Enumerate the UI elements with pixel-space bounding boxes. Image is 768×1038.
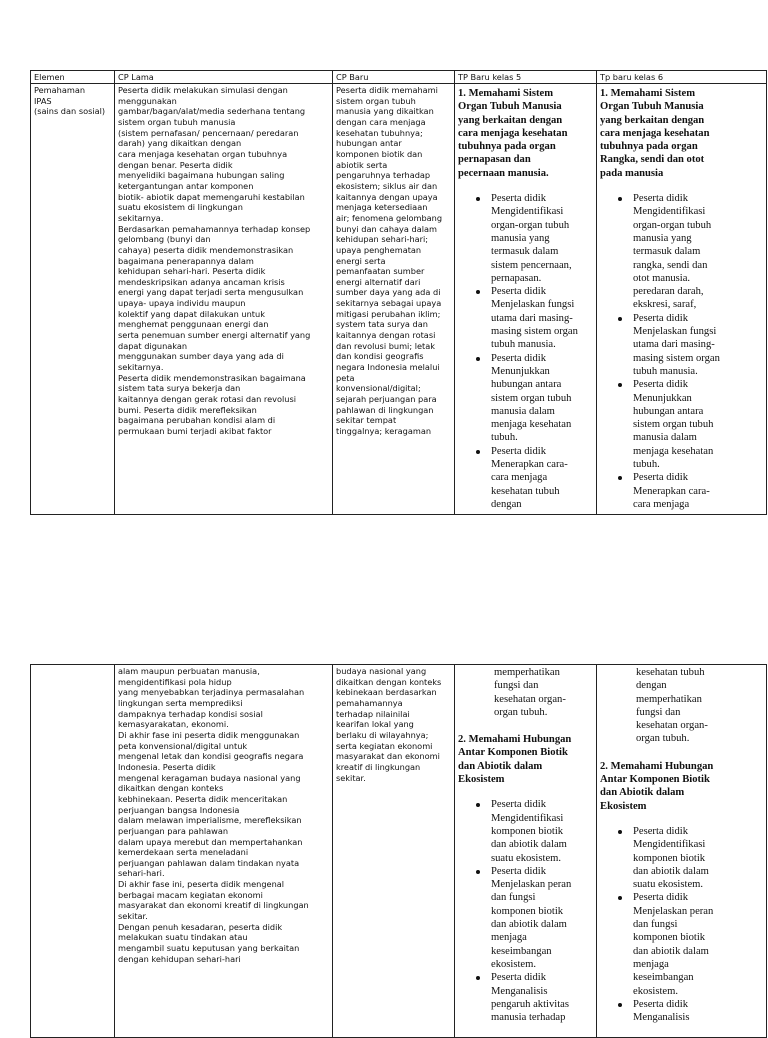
text-line: mendeskripsikan adanya ancaman krisis [118, 276, 285, 287]
text-line: kreatif di lingkungan [336, 761, 421, 772]
objective-line: Peserta didik [491, 972, 547, 984]
objective-item [633, 471, 763, 511]
text-line: biotik- abiotik dapat memengaruhi kestabilan [118, 191, 305, 202]
text-line: dan revolusi bumi; letak [336, 340, 435, 351]
bullet-icon [476, 870, 480, 874]
text-line: sistem organ tubuh [336, 95, 416, 106]
objective-line: dan fungsi [491, 892, 536, 904]
objective-line: masing sistem organ [491, 326, 578, 338]
text-line: kebinekaan berdasarkan [336, 687, 437, 698]
text-line: berlaku di wilayahnya; [336, 729, 429, 740]
text-line: Ekosistem [458, 774, 505, 786]
objective-line: Mengidentifikasi [491, 812, 564, 824]
objective-line: pernapasan. [491, 272, 542, 284]
text-line: peta [336, 372, 355, 383]
objective-line: Menjelaskan peran [491, 879, 572, 891]
objective-line: Peserta didik [633, 312, 689, 324]
objective-line: Peserta didik [491, 865, 547, 877]
text-line: fungsi dan [494, 680, 539, 692]
objective-line: dan abiotik dalam [491, 919, 567, 931]
bullet-icon [618, 830, 622, 834]
text-line: dalam upaya merebut dan mempertahankan [118, 836, 303, 847]
text-line: sekitar tempat [336, 415, 397, 426]
bullet-icon [476, 450, 480, 454]
text-line: sekitarnya. [118, 362, 164, 373]
objective-line: manusia dalam [633, 432, 697, 444]
text-line: kesehatan organ- [636, 720, 708, 732]
text-line: darah) yang dikaitkan dengan [118, 138, 242, 149]
objective-item [491, 971, 593, 1024]
text-line: mengidentifikasi pola hidup [118, 676, 232, 687]
objective-line: termasuk dalam [491, 246, 559, 258]
text-line: memperhatikan [636, 693, 702, 705]
objective-line: menjaga kesehatan [633, 445, 714, 457]
text-line: perjuangan bangsa Indonesia [118, 804, 240, 815]
objective-line: sistem organ tubuh [491, 392, 572, 404]
objective-line: manusia terhadap [491, 1012, 566, 1024]
objective-line: utama dari masing- [491, 312, 573, 324]
objective-line: Peserta didik [633, 193, 689, 205]
cp-baru-text [336, 666, 451, 783]
text-line: perjuangan para pahlawan [118, 825, 229, 836]
text-line: kaitannya dengan gerak rotasi dan revolusi [118, 394, 297, 405]
objective-line: rangka, sendi dan [633, 259, 708, 271]
text-line: mengenal letak dan kondisi geografis negara [118, 751, 304, 762]
objective-item [491, 285, 593, 351]
bullet-icon [618, 476, 622, 480]
text-line: kearifan lokal yang [336, 719, 414, 730]
text-line: upaya penghematan [336, 244, 422, 255]
objective-item [633, 825, 763, 891]
text-line: menggunakan [118, 95, 177, 106]
text-line: Antar Komponen Biotik [458, 747, 568, 759]
objective-line: Menunjukkan [491, 365, 550, 377]
objective-line: Mengidentifikasi [633, 839, 706, 851]
text-line: suatu ekosistem di lingkungan [118, 202, 243, 213]
text-line: (sains dan sosial) [34, 106, 106, 117]
text-line: yang berkaitan dengan [458, 114, 563, 126]
text-line: berbagai macam kegiatan ekonomi [118, 889, 263, 900]
objective-item [491, 352, 593, 445]
objective-line: manusia yang [633, 232, 692, 244]
bullet-icon [476, 197, 480, 201]
objective-line: Menjelaskan fungsi [491, 299, 575, 311]
text-line: bagaimana penerapannya dalam [118, 255, 254, 266]
text-line: kesehatan tubuhnya; [336, 127, 423, 138]
text-line: terhadap nilainilai [336, 708, 410, 719]
text-line: sehari-hari. [118, 868, 165, 879]
objective-line: Peserta didik [491, 352, 547, 364]
objective-line: dan abiotik dalam [633, 945, 709, 957]
objective-line: termasuk dalam [633, 246, 701, 258]
text-line: memperhatikan [494, 667, 560, 678]
text-line: Peserta didik mendemonstrasikan bagaimana [118, 372, 306, 383]
text-line: energi yang dapat terjadi serta mengusulkan [118, 287, 304, 298]
text-line: kehidupan sehari-hari. Peserta didik [118, 266, 266, 277]
text-line: Pemahaman [34, 85, 86, 95]
tp-kelas-6-cell [597, 84, 767, 515]
text-line: sistem organ tubuh manusia [118, 116, 236, 127]
header-cp-lama: CP Lama [115, 71, 333, 84]
text-line: upaya- upaya individu maupun [118, 298, 246, 309]
objective-line: dan abiotik dalam [633, 865, 709, 877]
text-line: Rangka, sendi dan otot [600, 154, 705, 166]
text-line: pecernaan manusia. [458, 167, 549, 179]
text-line: yang berkaitan dengan [600, 114, 705, 126]
tp-kelas-5-cell [455, 665, 597, 1038]
objective-line: cara menjaga [633, 498, 690, 510]
text-line: gambar/bagan/alat/media sederhana tentang [118, 106, 306, 117]
objective-line: Menerapkan cara- [633, 485, 710, 497]
objective-line: komponen biotik [491, 905, 564, 917]
text-line: Organ Tubuh Manusia [458, 101, 562, 113]
text-line: menghemat penggunaan energi dan [118, 319, 269, 330]
objective-line: ekskresi, saraf, [633, 299, 697, 311]
table-row [31, 665, 767, 1038]
text-line: kolektif yang dapat dilakukan untuk [118, 308, 265, 319]
elemen-text [34, 85, 111, 117]
text-line: gelombang (bunyi dan [118, 234, 211, 245]
cp-baru-text [336, 85, 451, 437]
text-line: 2. Memahami Hubungan [458, 734, 572, 746]
text-line: kesehatan organ- [494, 693, 566, 705]
objective-line: Menjelaskan peran [633, 905, 714, 917]
text-line: dengan cara menjaga [336, 116, 426, 127]
objective-line: masing sistem organ [633, 352, 720, 364]
text-line: cara menjaga kesehatan [458, 127, 568, 139]
objective-line: menjaga [491, 932, 527, 944]
objective-line: tubuh manusia. [491, 339, 556, 351]
text-line: sekitar. [336, 772, 366, 783]
objective-line: komponen biotik [633, 852, 706, 864]
text-line: bumi. Peserta didik merefleksikan [118, 404, 257, 415]
objective-line: organ-organ tubuh [491, 219, 570, 231]
header-cp-baru: CP Baru [333, 71, 455, 84]
text-line: melakukan suatu tindakan atau [118, 932, 248, 943]
text-line: dampaknya terhadap kondisi sosial [118, 708, 263, 719]
text-line: masyarakat dan ekonomi [336, 751, 440, 762]
objective-line: Peserta didik [491, 286, 547, 298]
text-line: negara Indonesia melalui [336, 362, 440, 373]
objective-line: Peserta didik [633, 998, 689, 1010]
text-line: yang menyebabkan terjadinya permasalahan [118, 687, 305, 698]
bullet-icon [476, 976, 480, 980]
text-line: bunyi dan cahaya dalam [336, 223, 437, 234]
text-line: alam maupun perbuatan manusia, [118, 666, 260, 676]
cp-lama-text [118, 85, 329, 437]
text-line: dan Abiotik dalam [600, 787, 685, 799]
text-line: budaya nasional yang [336, 666, 427, 676]
text-line: dikaitkan dengan konteks [336, 676, 442, 687]
text-line: Peserta didik memahami [336, 85, 438, 95]
text-line: pemanfaatan sumber [336, 266, 425, 277]
objective-line: Peserta didik [491, 799, 547, 811]
text-line: system tata surya dan [336, 319, 428, 330]
text-line: energi serta [336, 255, 386, 266]
tp-kelas-5-list [458, 798, 593, 1024]
objective-line: organ-organ tubuh [633, 219, 712, 231]
text-line: komponen biotik dan [336, 148, 423, 159]
objective-line: Peserta didik [633, 825, 689, 837]
text-line: 1. Memahami Sistem [458, 88, 554, 99]
text-line: kebhinekaan. Peserta didik menceritakan [118, 793, 288, 804]
elemen-cell [31, 84, 115, 515]
text-line: sekitar. [118, 911, 148, 922]
text-line: menyelidiki bagaimana hubungan saling [118, 170, 285, 181]
tp-kelas-5-objective-title [458, 87, 593, 180]
text-line: organ tubuh. [494, 706, 548, 718]
text-line: menjaga ketersediaan [336, 202, 428, 213]
text-line: tubuhnya pada organ [600, 141, 698, 153]
text-line: dengan [636, 680, 667, 692]
objective-line: sistem organ tubuh [633, 419, 714, 431]
header-elemen: Elemen [31, 71, 115, 84]
objective-line: Menunjukkan [633, 392, 692, 404]
text-line: (sistem pernafasan/ pencernaan/ peredaran [118, 127, 299, 138]
objective-item [633, 312, 763, 378]
objective-line: manusia yang [491, 232, 550, 244]
text-line: Indonesia. Peserta didik [118, 761, 216, 772]
text-line: dan Abiotik dalam [458, 760, 543, 772]
text-line: dalam melawan imperialisme, merefleksikan [118, 815, 302, 826]
text-line: hubungan antar [336, 138, 402, 149]
tp-kelas-5-list [458, 192, 593, 511]
text-line: cahaya) peserta didik mendemonstrasikan [118, 244, 294, 255]
text-line: dikaitkan dengan konteks [118, 783, 224, 794]
text-line: mitigasi perubahan iklim; [336, 308, 441, 319]
text-line: mengambil suatu keputusan yang berkaitan [118, 943, 300, 954]
objective-line: dan abiotik dalam [491, 839, 567, 851]
text-line: perjuangan pahlawan dalam tindakan nyata [118, 857, 300, 868]
objective-line: menjaga kesehatan [491, 419, 572, 431]
text-line: pahlawan di lingkungan [336, 404, 434, 415]
tp-kelas-6-objective-title [600, 87, 763, 180]
objective-line: suatu ekosistem. [491, 852, 562, 864]
text-line: sekitarnya. [118, 212, 164, 223]
objective-item [491, 798, 593, 864]
table-header-row [31, 71, 767, 84]
text-line: organ tubuh. [636, 733, 690, 745]
objective-line: tubuh. [491, 432, 518, 444]
text-line: dengan benar. Peserta didik [118, 159, 233, 170]
text-line: cara menjaga kesehatan [600, 127, 710, 139]
text-line: Di akhir fase ini, peserta didik mengenal [118, 879, 285, 890]
text-line: Ekosistem [600, 800, 647, 812]
objective-line: suatu ekosistem. [633, 879, 704, 891]
text-line: kaitannya dengan rotasi [336, 330, 436, 341]
header-tp-kelas-6: Tp baru kelas 6 [597, 71, 767, 84]
objective-line: cara menjaga [491, 472, 548, 484]
table-row [31, 84, 767, 515]
cp-baru-cell [333, 84, 455, 515]
text-line: tubuhnya pada organ [458, 141, 556, 153]
text-line: sistem tata surya bekerja dan [118, 383, 241, 394]
cp-lama-cell [115, 665, 333, 1038]
objective-line: komponen biotik [633, 932, 706, 944]
text-line: 1. Memahami Sistem [600, 88, 696, 99]
objective-line: Peserta didik [491, 193, 547, 205]
objective-item [491, 865, 593, 971]
objective-line: manusia dalam [491, 405, 555, 417]
text-line: dengan kehidupan sehari-hari [118, 953, 241, 964]
tp-kelas-6-cell [597, 665, 767, 1038]
bullet-icon [618, 383, 622, 387]
text-line: sumber daya yang ada di [336, 287, 441, 298]
objective-line: dengan [491, 498, 522, 510]
text-line: peta konvensional/digital untuk [118, 740, 248, 751]
objective-line: ekosistem. [491, 958, 537, 970]
text-line: Organ Tubuh Manusia [600, 101, 704, 113]
tp-kelas-6-list [600, 192, 763, 511]
objective-line: Menerapkan cara- [491, 459, 568, 471]
text-line: masyarakat dan ekonomi kreatif di lingkungan [118, 900, 309, 911]
text-line: pada manusia [600, 167, 664, 179]
text-line: air; fenomena gelombang [336, 212, 443, 223]
objective-line: ekosistem. [633, 985, 679, 997]
text-line: mengenal keragaman budaya nasional yang [118, 772, 301, 783]
cp-lama-text [118, 666, 329, 964]
objective-line: Peserta didik [491, 445, 547, 457]
text-line: konvensional/digital; [336, 383, 421, 394]
text-line: dapat digunakan [118, 340, 188, 351]
objective-line: Mengidentifikasi [491, 206, 564, 218]
objective-line: keseimbangan [491, 945, 552, 957]
objective-line: komponen biotik [491, 825, 564, 837]
objective-line: Peserta didik [633, 472, 689, 484]
objective-line: hubungan antara [491, 379, 562, 391]
text-line: sekitarnya sebagai upaya [336, 298, 442, 309]
tp-kelas-6-continued-text [600, 666, 763, 746]
cp-table-page-1 [30, 70, 767, 515]
objective-line: utama dari masing- [633, 339, 715, 351]
text-line: Dengan penuh kesadaran, peserta didik [118, 921, 283, 932]
text-line: kaitannya dengan upaya [336, 191, 438, 202]
objective-line: tubuh. [633, 459, 660, 471]
objective-item [633, 891, 763, 997]
bullet-icon [618, 197, 622, 201]
text-line: pernapasan dan [458, 154, 531, 166]
header-tp-kelas-5: TP Baru kelas 5 [455, 71, 597, 84]
tp-kelas-6-list [600, 825, 763, 1024]
objective-item [633, 378, 763, 471]
bullet-icon [476, 290, 480, 294]
text-line: IPAS [34, 95, 52, 106]
text-line: lingkungan serta memprediksi [118, 697, 243, 708]
bullet-icon [618, 1003, 622, 1007]
objective-line: otot manusia. [633, 272, 691, 284]
bullet-icon [618, 896, 622, 900]
text-line: dan kondisi geografis [336, 351, 424, 362]
text-line: serta penemuan sumber energi alternatif yang [118, 330, 311, 341]
text-line: tinggalnya; keragaman [336, 426, 432, 436]
objective-line: Menjelaskan fungsi [633, 326, 717, 338]
objective-line: dan fungsi [633, 919, 678, 931]
text-line: pemahamannya [336, 697, 403, 708]
text-line: energi alternatif dari [336, 276, 421, 287]
text-line: kehidupan sehari-hari; [336, 234, 429, 245]
objective-line: Peserta didik [633, 892, 689, 904]
objective-line: hubungan antara [633, 405, 704, 417]
text-line: Peserta didik melakukan simulasi dengan [118, 85, 288, 95]
text-line: kemasyarakatan, ekonomi. [118, 719, 229, 730]
tp-kelas-6-objective-title [600, 760, 763, 813]
text-line: bagaimana perubahan kondisi alam di [118, 415, 276, 426]
text-line: kesehatan tubuh [636, 667, 705, 678]
tp-kelas-5-continued-text [458, 666, 593, 719]
text-line: Di akhir fase ini peserta didik menggunakan [118, 729, 300, 740]
text-line: fungsi dan [636, 706, 681, 718]
text-line: Berdasarkan pemahamannya terhadap konsep [118, 223, 311, 234]
text-line: sejarah perjuangan para [336, 394, 437, 405]
bullet-icon [618, 317, 622, 321]
text-line: ekosistem; siklus air dan [336, 180, 438, 191]
objective-line: pengaruh aktivitas [491, 998, 569, 1010]
text-line: cara menjaga kesehatan organ tubuhnya [118, 148, 288, 159]
elemen-cell [31, 665, 115, 1038]
text-line: kemerdekaan serta meneladani [118, 847, 249, 858]
objective-item [491, 445, 593, 511]
objective-line: keseimbangan [633, 972, 694, 984]
cp-baru-cell [333, 665, 455, 1038]
text-line: serta kegiatan ekonomi [336, 740, 433, 751]
text-line: abiotik serta [336, 159, 388, 170]
objective-line: kesehatan tubuh [491, 485, 560, 497]
objective-line: sistem pencernaan, [491, 259, 572, 271]
text-line: manusia yang dikaitkan [336, 106, 434, 117]
text-line: menggunakan sumber daya yang ada di [118, 351, 284, 362]
text-line: ketergantungan antar komponen [118, 180, 254, 191]
objective-item [491, 192, 593, 285]
text-line: Antar Komponen Biotik [600, 774, 710, 786]
objective-line: Menganalisis [633, 1012, 690, 1024]
objective-item [633, 192, 763, 312]
objective-line: menjaga [633, 958, 669, 970]
objective-line: tubuh manusia. [633, 365, 698, 377]
tp-kelas-5-cell [455, 84, 597, 515]
cp-table-page-2 [30, 664, 767, 1038]
bullet-icon [476, 803, 480, 807]
text-line: pengaruhnya terhadap [336, 170, 431, 181]
text-line: permukaan bumi terjadi akibat faktor [118, 426, 272, 436]
bullet-icon [476, 357, 480, 361]
tp-kelas-5-objective-title [458, 733, 593, 786]
objective-item [633, 998, 763, 1025]
objective-line: Peserta didik [633, 379, 689, 391]
text-line: 2. Memahami Hubungan [600, 760, 714, 772]
cp-lama-cell [115, 84, 333, 515]
objective-line: Mengidentifikasi [633, 206, 706, 218]
objective-line: Menganalisis [491, 985, 548, 997]
objective-line: peredaran darah, [633, 286, 704, 298]
